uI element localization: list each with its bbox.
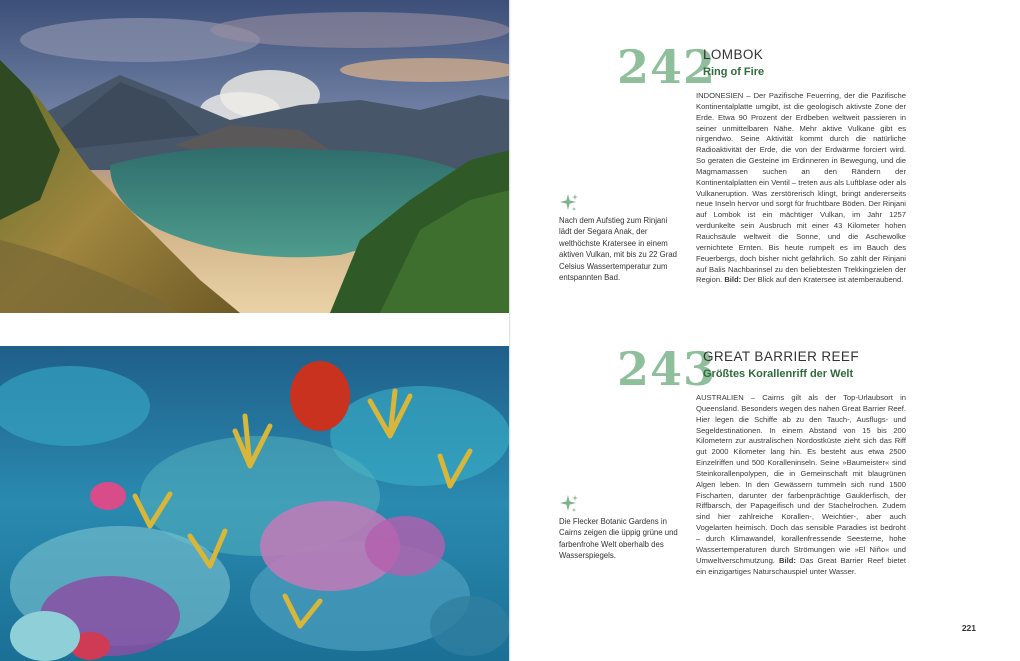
entry-number: 242 bbox=[617, 40, 717, 94]
entry-243-caption bbox=[559, 494, 679, 562]
photo-caption: Nach dem Aufstieg zum Rinjani lädt der Segara Anak, der welthöchste Kratersee in einem aktiven Vulkan, mit bis zu 22 Grad Celsius Wassertemperatur zum entspannten Bad. bbox=[559, 216, 678, 283]
entry-243-header bbox=[617, 342, 859, 396]
image-label: Bild: bbox=[724, 275, 742, 285]
entry-number: 243 bbox=[617, 342, 717, 396]
entry-243-body bbox=[696, 393, 906, 577]
body-text: AUSTRALIEN – Cairns gilt als der Top-Urlaubsort in Queensland. Besonders wegen des nahen Great Barrier Reef. Hier legen die Schiffe ab zu den Tauch-, Ausflugs- und Segeldestinationen. In einem Abstand von 15 bis 200 Kilometern zur australischen Nordostküste zieht sich das Riff gut 2000 Kilometer lang hin. Es besteht aus etwa 2500 Einzelriffen und 500 Koralleninseln. Seine »Baumeister« sind Steinkorallenpolypen, die in Gemeinschaft mit blaugrünen Algen leben. In den Gewässern tummeln sich rund 1500 Fischarten, darunter der farbenprächtige Gauklerfisch, der Riffbarsch, der Papageifisch und der Stachelrochen. Zudem sind hier zahlreiche Korallen-, Weichtier-, aber auch Vogelarten heimisch. Doch das sensible Paradies ist bedroht – durch Klimawandel, korallenfressende Seesterne, hohe Wassertemperaturen durch Strömungen wie »El Niño« und Umweltverschmutzung. bbox=[696, 393, 906, 565]
image-note: Das Great Barrier Reef bietet ein einzigartiges Naturschauspiel unter Wasser. bbox=[696, 555, 906, 576]
right-page bbox=[511, 0, 1020, 661]
photo-caption: Die Flecker Botanic Gardens in Cairns zeigen die üppig grüne und farbenfrohe Welt oberhalb des Wasserspiegels. bbox=[559, 517, 678, 561]
sparkle-icon bbox=[559, 494, 579, 514]
body-text: INDONESIEN – Der Pazifische Feuerring, der die Pazifische Kontinentalplatte umgibt, ist die geologisch aktivste Zone der Erde. Etwa 90 Prozent der Erdbeben weltweit passieren in seiner unmittelbaren Nähe. Mehr aktive Vulkane gibt es nirgendwo. Seine Aktivität kommt durch die natürliche Radioaktivität der Erde, die von der Erdwärme forciert wird. So geraten die Gesteine im Erdinneren in Bewegung, und die Magmamassen suchen an den Rändern der Kontinentalplatten ein Ventil – treten aus als Luftblase oder als Vulkaneruption. Was zerstörerisch klingt, bringt andererseits neue Inseln hervor und sorgt für fruchtbare Böden. Der Rinjani auf Lombok ist ein mächtiger Vulkan, im Jahr 1257 verdunkelte sein Ausbruch mit einer 43 Kilometer hohen Rauchsäule weltweit die Sonne, und die Aschewolke vernichtete Ernten. Bis heute rumpelt es im Bauch des Feuerbergs, doch bisher nicht gefährlich. So zählt der Rinjani auf Balis Nachbarinsel zu den beliebtesten Trekkingzielen der Region. bbox=[696, 91, 906, 285]
sparkle-icon bbox=[559, 193, 579, 213]
entry-242-header bbox=[617, 40, 765, 94]
page-number: 221 bbox=[961, 623, 976, 633]
image-note: Der Blick auf den Kratersee ist atemberaubend. bbox=[741, 275, 904, 285]
entry-242-body bbox=[696, 91, 906, 286]
entry-subtitle: Größtes Korallenriff der Welt bbox=[703, 368, 854, 380]
entry-subtitle: Ring of Fire bbox=[703, 66, 765, 78]
coral-reef-photo bbox=[0, 346, 510, 661]
entry-title: LOMBOK bbox=[703, 47, 764, 62]
entry-242-caption bbox=[559, 193, 679, 283]
crater-lake-photo bbox=[0, 0, 510, 313]
image-label: Bild: bbox=[778, 555, 796, 565]
entry-title: GREAT BARRIER REEF bbox=[703, 349, 859, 364]
